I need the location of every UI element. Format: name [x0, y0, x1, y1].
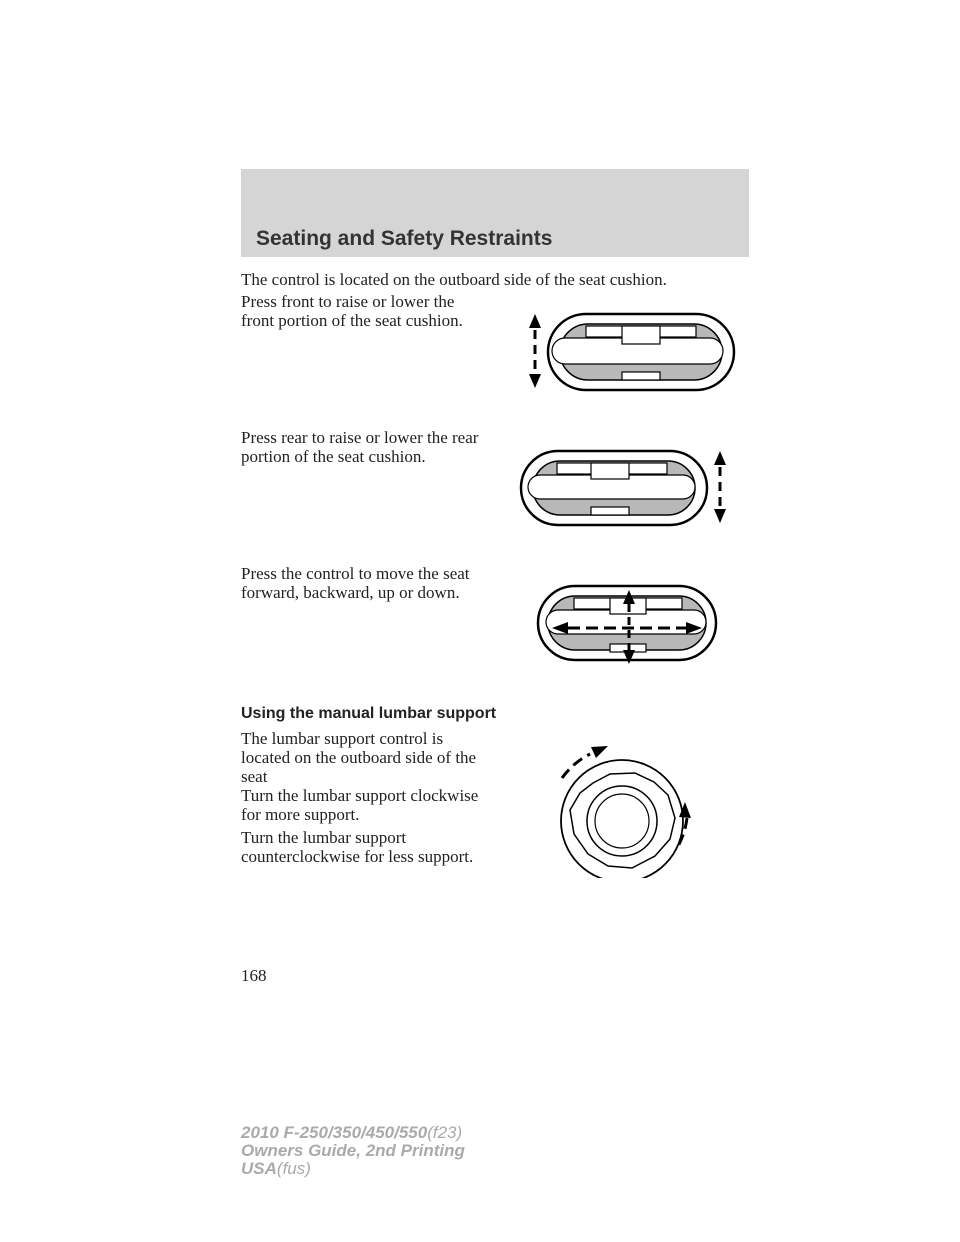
- footer-model-code: (f23): [427, 1123, 463, 1142]
- move-text-line2: forward, backward, up or down.: [241, 583, 460, 602]
- footer-market-code: (fus): [276, 1159, 311, 1178]
- section-header-band: [241, 169, 749, 257]
- rear-text-line1: Press rear to raise or lower the rear: [241, 428, 479, 447]
- rear-text-line2: portion of the seat cushion.: [241, 447, 426, 466]
- front-text-line1: Press front to raise or lower the: [241, 292, 455, 311]
- intro-paragraph: The control is located on the outboard side of the seat cushion.: [241, 270, 667, 289]
- footer-imprint: [241, 1124, 465, 1178]
- seat-move-control-figure: [530, 582, 725, 666]
- lumbar-p2-line1: Turn the lumbar support clockwise: [241, 786, 479, 805]
- lumbar-heading: Using the manual lumbar support: [241, 705, 497, 722]
- move-text-line1: Press the control to move the seat: [241, 564, 470, 583]
- front-text-line2: front portion of the seat cushion.: [241, 311, 463, 330]
- footer-market: USA: [241, 1159, 277, 1178]
- lumbar-p3-line1: Turn the lumbar support: [241, 828, 407, 847]
- page-number: 168: [241, 966, 267, 985]
- footer-line1: [241, 1124, 465, 1142]
- section-title: Seating and Safety Restraints: [256, 227, 553, 250]
- footer-line3: [241, 1160, 465, 1178]
- rear-seat-control-figure: [515, 447, 740, 527]
- up-down-arrow-icon: [714, 451, 726, 523]
- lumbar-p1-line2: located on the outboard side of the: [241, 748, 477, 767]
- lumbar-p1-line1: The lumbar support control is: [241, 729, 444, 748]
- lumbar-p2-line2: for more support.: [241, 805, 360, 824]
- lumbar-knob-figure: [540, 738, 710, 878]
- footer-line2: Owners Guide, 2nd Printing: [241, 1141, 465, 1160]
- footer-model: 2010 F-250/350/450/550: [241, 1123, 428, 1142]
- lumbar-p1-line3: seat: [241, 767, 268, 786]
- lumbar-p3-line2: counterclockwise for less support.: [241, 847, 474, 866]
- front-seat-control-figure: [520, 310, 740, 395]
- up-down-arrow-icon: [529, 314, 541, 388]
